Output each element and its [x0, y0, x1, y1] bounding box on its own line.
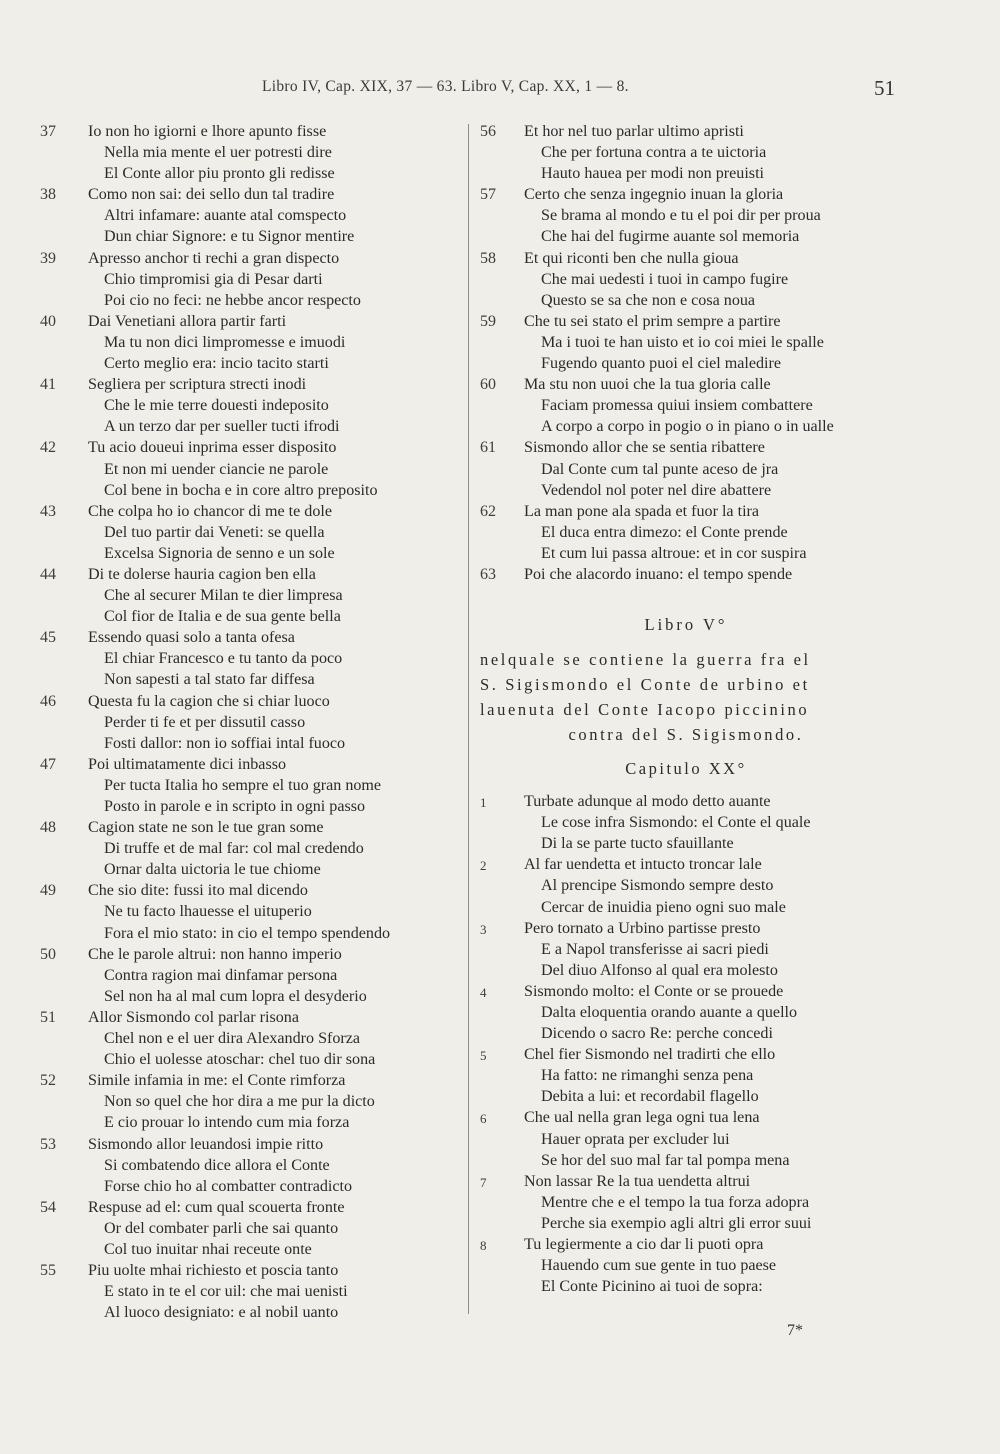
verse-line: Sel non ha al mal cum lopra el desyderio	[104, 987, 367, 1005]
verse-line: Che le parole altrui: non hanno imperio	[88, 945, 342, 963]
verse-line: Perder ti fe et per dissutil casso	[104, 713, 306, 731]
verse-line: Forse chio ho al combatter contradicto	[104, 1177, 353, 1195]
left-column	[40, 121, 460, 1323]
stanza	[480, 501, 920, 564]
verse-line: Perche sia exempio agli altri gli error suui	[541, 1214, 812, 1232]
stanza-number: 59	[480, 312, 496, 330]
verse-line: Certo che senza ingegnio inuan la gloria	[524, 186, 784, 204]
book-desc-line: contra del S. Sigismondo.	[568, 725, 804, 745]
stanza-group-book-iv	[480, 121, 920, 585]
stanza-number: 62	[480, 502, 496, 520]
stanza	[480, 1171, 920, 1234]
verse-line: Simile infamia in me: el Conte rimforza	[88, 1072, 346, 1090]
stanza	[40, 1007, 460, 1070]
verse-line: Allor Sismondo col parlar risona	[88, 1008, 299, 1026]
verse-line: Fora el mio stato: in cio el tempo spendendo	[104, 924, 391, 942]
verse-line: Respuse ad el: cum qual scouerta fronte	[88, 1198, 345, 1216]
stanza-number: 52	[40, 1072, 56, 1090]
stanza-number: 1	[480, 795, 487, 811]
verse-line: Ha fatto: ne rimanghi senza pena	[541, 1067, 754, 1085]
stanza-number: 63	[480, 565, 496, 583]
verse-line: Faciam promessa quiui insiem combattere	[541, 397, 813, 415]
stanza	[40, 691, 460, 754]
verse-line: Nella mia mente el uer potresti dire	[104, 144, 332, 162]
verse-line: Che tu sei stato el prim sempre a partire	[524, 312, 781, 330]
verse-line: Che ual nella gran lega ogni tua lena	[524, 1109, 760, 1127]
verse-line: Dun chiar Signore: e tu Signor mentire	[104, 228, 355, 246]
stanza-number: 42	[40, 439, 56, 457]
verse-line: Piu uolte mhai richiesto et poscia tanto	[88, 1262, 339, 1280]
stanza-number: 41	[40, 376, 56, 394]
verse-line: Contra ragion mai dinfamar persona	[104, 966, 338, 984]
verse-line: El Conte allor piu pronto gli redisse	[104, 165, 335, 183]
stanza	[480, 564, 920, 585]
stanza	[40, 1134, 460, 1197]
verse-line: Posto in parole e in scripto in ogni passo	[104, 798, 366, 815]
verse-line: Dai Venetiani allora partir farti	[88, 312, 287, 330]
stanza-number: 51	[40, 1008, 56, 1026]
verse-line: Che per fortuna contra a te uictoria	[541, 144, 767, 162]
stanza	[40, 1070, 460, 1133]
stanza	[40, 944, 460, 1007]
stanza-number: 39	[40, 249, 56, 267]
stanza	[480, 184, 920, 247]
verse-line: Essendo quasi solo a tanta ofesa	[88, 629, 295, 647]
book-title: Libro V°	[644, 615, 728, 635]
page-header	[0, 74, 1000, 104]
book-desc-line: lauenuta del Conte Iacopo piccinino	[480, 700, 810, 720]
verse-line: Di la se parte tucto sfauillante	[541, 835, 734, 853]
stanza	[40, 184, 460, 247]
verse-line: Hauer oprata per excluder lui	[541, 1130, 730, 1148]
stanza-number: 3	[480, 921, 487, 937]
stanza	[40, 754, 460, 817]
stanza	[40, 121, 460, 184]
right-column	[480, 121, 920, 1297]
verse-line: Sismondo allor che se sentia ribattere	[524, 439, 765, 457]
stanza-number: 2	[480, 858, 487, 874]
book-desc-line: S. Sigismondo el Conte de urbino et	[480, 675, 810, 695]
verse-line: Et qui riconti ben che nulla gioua	[524, 249, 739, 267]
verse-line: A corpo a corpo in pogio o in piano o in ualle	[541, 418, 834, 436]
stanza-number: 43	[40, 502, 56, 520]
verse-line: Ma tu non dici limpromesse e imuodi	[104, 333, 346, 351]
verse-line: Col bene in bocha e in core altro preposito	[104, 481, 378, 499]
verse-line: Non lassar Re la tua uendetta altrui	[524, 1172, 751, 1190]
verse-line: Excelsa Signoria de senno e un sole	[104, 544, 335, 562]
page-number: 51	[874, 76, 895, 100]
stanza-number: 4	[480, 984, 487, 1000]
verse-line: Al prencipe Sismondo sempre desto	[541, 877, 774, 895]
verse-line: Dalta eloquentia orando auante a quello	[541, 1004, 798, 1021]
verse-line: Vedendol nol poter nel dire abattere	[541, 481, 772, 499]
verse-line: Debita a lui: et recordabil flagello	[541, 1088, 759, 1106]
verse-line: Altri infamare: auante atal comspecto	[104, 207, 347, 225]
stanza-number: 44	[40, 565, 56, 583]
verse-line: Col fior de Italia e de sua gente bella	[104, 608, 341, 626]
stanza-number: 61	[480, 439, 496, 457]
stanza	[480, 121, 920, 184]
stanza	[480, 374, 920, 437]
verse-line: Cagion state ne son le tue gran some	[88, 819, 324, 837]
stanza-number: 5	[480, 1048, 487, 1064]
verse-line: Se hor del suo mal far tal pompa mena	[541, 1151, 790, 1169]
verse-line: Questa fu la cagion che si chiar luoco	[88, 692, 330, 710]
stanza-number: 57	[480, 186, 496, 204]
stanza-number: 48	[40, 819, 56, 837]
stanza	[40, 248, 460, 311]
running-head: Libro IV, Cap. XIX, 37 — 63. Libro V, Cap. XX, 1 — 8.	[262, 78, 629, 95]
verse-line: Como non sai: dei sello dun tal tradire	[88, 186, 335, 204]
verse-line: Hauendo cum sue gente in tuo paese	[541, 1257, 777, 1275]
stanza-number: 49	[40, 882, 56, 900]
stanza-number: 55	[40, 1262, 56, 1280]
stanza-number: 37	[40, 123, 56, 140]
verse-line: Che hai del fugirme auante sol memoria	[541, 228, 800, 246]
verse-line: Poi cio no feci: ne hebbe ancor respecto	[104, 291, 361, 309]
stanza-number: 53	[40, 1135, 56, 1153]
stanza-number: 38	[40, 186, 56, 204]
verse-line: Di truffe et de mal far: col mal credendo	[104, 840, 364, 858]
stanza-number: 45	[40, 629, 56, 647]
verse-line: Che colpa ho io chancor di me te dole	[88, 502, 333, 520]
stanza	[40, 374, 460, 437]
verse-line: E stato in te el cor uil: che mai uenisti	[104, 1283, 348, 1301]
verse-line: Dal Conte cum tal punte aceso de jra	[541, 460, 779, 478]
stanza	[40, 1197, 460, 1260]
stanza-number: 6	[480, 1111, 487, 1127]
verse-line: Ne tu facto lhauesse el uituperio	[104, 903, 312, 921]
verse-line: Chel fier Sismondo nel tradirti che ello	[524, 1046, 776, 1064]
verse-line: Che le mie terre douesti indeposito	[104, 397, 329, 415]
verse-line: Ma stu non uuoi che la tua gloria calle	[524, 376, 771, 394]
verse-line: Fosti dallor: non io soffiai intal fuoco	[104, 734, 346, 752]
signature-mark: 7*	[787, 1322, 803, 1339]
stanza-number: 56	[480, 123, 496, 140]
stanza	[480, 311, 920, 374]
stanza-number: 40	[40, 312, 56, 330]
verse-line: Del tuo partir dai Veneti: se quella	[104, 523, 325, 541]
verse-line: Sismondo molto: el Conte or se prouede	[524, 982, 784, 1000]
verse-line: Io non ho igiorni e lhore apunto fisse	[88, 123, 327, 140]
verse-line: Tu legiermente a cio dar li puoti opra	[524, 1236, 764, 1254]
stanza	[480, 1044, 920, 1107]
stanza	[480, 248, 920, 311]
verse-line: La man pone ala spada et fuor la tira	[524, 502, 760, 520]
verse-line: Se brama al mondo e tu el poi dir per proua	[541, 207, 821, 225]
verse-line: Ornar dalta uictoria le tue chiome	[104, 861, 321, 879]
verse-line: Che mai uedesti i tuoi in campo fugire	[541, 270, 789, 288]
stanza	[40, 627, 460, 690]
verse-line: El chiar Francesco e tu tanto da poco	[104, 650, 343, 668]
verse-line: El duca entra dimezo: el Conte prende	[541, 523, 788, 541]
verse-line: Per tucta Italia ho sempre el tuo gran nome	[104, 776, 382, 794]
stanza	[480, 1234, 920, 1297]
verse-line: Si combatendo dice allora el Conte	[104, 1156, 330, 1174]
verse-line: Et cum lui passa altroue: et in cor suspira	[541, 544, 807, 562]
stanza-group-chapter-xx	[480, 791, 920, 1297]
verse-line: Et hor nel tuo parlar ultimo apristi	[524, 123, 744, 140]
verse-line: Turbate adunque al modo detto auante	[524, 793, 771, 811]
verse-line: Tu acio doueui inprima esser disposito	[88, 439, 337, 457]
verse-line: Cercar de inuidia pieno ogni suo male	[541, 898, 786, 916]
stanza	[40, 817, 460, 880]
verse-line: Che sio dite: fussi ito mal dicendo	[88, 882, 308, 900]
stanza-number: 8	[480, 1238, 487, 1254]
verse-line: Ma i tuoi te han uisto et io coi miei le spalle	[541, 333, 824, 351]
book-desc-line: nelquale se contiene la guerra fra el	[480, 650, 811, 670]
verse-line: Dicendo o sacro Re: perche concedi	[541, 1025, 773, 1043]
stanza	[40, 564, 460, 627]
verse-line: Al luoco designiato: e al nobil uanto	[104, 1304, 339, 1322]
verse-line: Fugendo quanto puoi el ciel maledire	[541, 355, 781, 373]
stanza	[480, 1107, 920, 1170]
verse-line: Non so quel che hor dira a me pur la dicto	[104, 1093, 375, 1111]
stanza	[480, 437, 920, 500]
verse-line: Et non mi uender ciancie ne parole	[104, 460, 329, 478]
verse-line: Poi che alacordo inuano: el tempo spende	[524, 565, 793, 583]
stanza-number: 54	[40, 1198, 56, 1216]
verse-line: Poi ultimatamente dici inbasso	[88, 755, 287, 773]
verse-line: Al far uendetta et intucto troncar lale	[524, 856, 762, 874]
stanza	[40, 880, 460, 943]
stanza	[480, 854, 920, 917]
stanza	[480, 981, 920, 1044]
verse-line: E cio prouar lo intendo cum mia forza	[104, 1114, 350, 1132]
stanza-number: 46	[40, 692, 56, 710]
stanza	[40, 1260, 460, 1323]
stanza-number: 7	[480, 1174, 487, 1190]
verse-line: Col tuo inuitar nhai receute onte	[104, 1240, 312, 1258]
stanza-number: 47	[40, 755, 56, 773]
verse-line: Or del combater parli che sai quanto	[104, 1219, 339, 1237]
stanza	[40, 501, 460, 564]
column-divider	[468, 124, 469, 1314]
verse-line: Del diuo Alfonso al qual era molesto	[541, 961, 778, 979]
verse-line: Questo se sa che non e cosa noua	[541, 291, 756, 309]
verse-line: Certo meglio era: incio tacito starti	[104, 355, 329, 373]
verse-line: El Conte Picinino ai tuoi de sopra:	[541, 1278, 763, 1296]
stanza	[40, 311, 460, 374]
stanza-number: 60	[480, 376, 496, 394]
verse-line: Apresso anchor ti rechi a gran dispecto	[88, 249, 340, 267]
book-description	[480, 647, 920, 747]
verse-line: Chio timpromisi gia di Pesar darti	[104, 270, 323, 288]
chapter-title: Capitulo XX°	[625, 759, 747, 779]
stanza-number: 50	[40, 945, 56, 963]
verse-line: Chio el uolesse atoschar: chel tuo dir sona	[104, 1051, 376, 1069]
verse-line: Che al securer Milan te dier limpresa	[104, 587, 343, 605]
verse-line: Hauto hauea per modi non preuisti	[541, 165, 765, 183]
verse-line: Segliera per scriptura strecti inodi	[88, 376, 307, 394]
stanza	[40, 437, 460, 500]
stanza-number: 58	[480, 249, 496, 267]
verse-line: Di te dolerse hauria cagion ben ella	[88, 565, 316, 583]
verse-line: Pero tornato a Urbino partisse presto	[524, 919, 761, 937]
stanza	[480, 918, 920, 981]
verse-line: Le cose infra Sismondo: el Conte el quale	[541, 814, 811, 832]
verse-line: Mentre che e el tempo la tua forza adopra	[541, 1193, 810, 1211]
verse-line: Chel non e el uer dira Alexandro Sforza	[104, 1030, 361, 1048]
verse-line: Non sapesti a tal stato far diffesa	[104, 671, 315, 689]
verse-line: A un terzo dar per sueller tucti ifrodi	[104, 418, 340, 436]
verse-line: Sismondo allor leuandosi impie ritto	[88, 1135, 324, 1153]
verse-line: E a Napol transferisse ai sacri piedi	[541, 940, 769, 958]
stanza	[480, 791, 920, 854]
